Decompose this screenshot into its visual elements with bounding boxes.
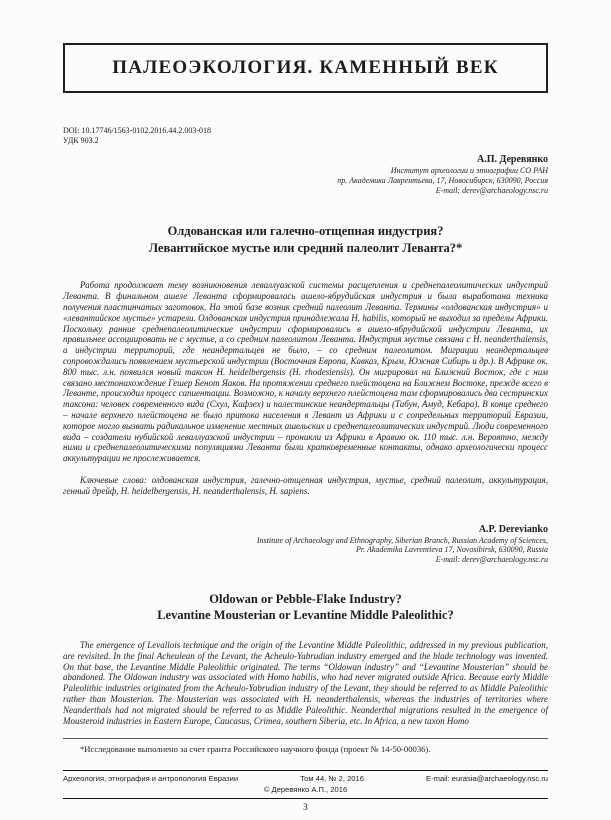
affiliation-line-en: Pr. Akademika Lavrentieva 17, Novosibirsk, 630090, Russia xyxy=(356,545,548,555)
doi-text: DOI: 10.17746/1563-0102.2016.44.2.003-018 xyxy=(63,126,211,135)
page-footer xyxy=(63,770,548,813)
abstract-en: The emergence of Levallois technique and the origin of the Levantine Middle Paleolithic, addressed in my previous publication, are revisited. In the final Acheulean of the Levant, the Acheulo-Yabrudian industry emerged and the blade technology was invented. On that base, the Levantine Middle Paleolithic originated. The terms “Oldowan industry” and “Levantine Mousterian” should be abandoned. The Oldowan industry was associated with Homo habilis, who had never migrated outside Africa. Because early Middle Paleolithic industries originated from the Acheulo-Yabrudian industry of the Levant, they should be referred to as Middle Paleolithic rather than Mousterian. The Mousterian was associated with H. neanderthalensis, whereas the industries of territories where Neanderthals had not migrated should be referred to as Middle Paleolithic. Neanderthal migrations resulted in the emergence of Mousteroid industries in Eastern Europe, Caucasus, Crimea, southern Siberia, etc. In Africa, a new taxon Homo xyxy=(63,639,548,726)
footer-row xyxy=(63,774,548,783)
section-banner-title: ПАЛЕОЭКОЛОГИЯ. КАМЕННЫЙ ВЕК xyxy=(112,57,499,78)
paper-title-en-line: Levantine Mousterian or Levantine Middle Paleolithic? xyxy=(157,608,454,623)
paper-title-ru-line: Левантийское мустье или средний палеолит Леванта?* xyxy=(148,240,463,255)
footnote-separator xyxy=(63,738,548,739)
paper-title-ru-line: Олдованская или галечно-отщепная индустрия? xyxy=(167,224,444,239)
footer-email: E-mail: eurasia@archaeology.nsc.ru xyxy=(426,774,548,783)
keywords-text: олдованская индустрия, галечно-отщепная индустрия, мустье, средний палеолит, аккультурация, генный дрейф, H. heidelbergensis, H. neanderthalensis, H. sapiens. xyxy=(63,474,548,496)
footer-volume-issue: Том 44, № 2, 2016 xyxy=(300,774,364,783)
paper-title-ru xyxy=(63,223,548,256)
footer-journal-title: Археология, этнография и антропология Евразии xyxy=(63,774,239,783)
author-name-ru: А.П. Деревянко xyxy=(476,154,548,165)
author-name-en: A.P. Derevianko xyxy=(478,523,548,535)
abstract-ru: Работа продолжает тему возникновения леваллуазской системы расщепления и среднепалеолитических индустрий Леванта. В финальном ашеле Леванта сформировалась ашело-ябрудийская индустрия и была выработана техника получения пластинчатых заготовок. На этой базе возник средний палеолит Леванта. Термины «олдованская индустрия» и «левантийское мустье» устарели. Олдованская индустрия принадлежала H. habilis, который не выходил за пределы Африки. Поскольку ранние среднепалеолитические индустрии сформировались в ашело-ябрудийской индустрии Леванта, их правильнее ассоциировать не с мустье, а со средним палеолитом Леванта. Индустрия мустье связана с H. neanderthalensis, а индустрии территорий, где неандертальцев не было, – со средним палеолитом. Миграции неандертальцев сопровождались появлением мустьерской индустрии (Восточная Европа, Кавказ, Крым, Южная Сибирь и др.). В Африке ок. 800 тыс. л.н. появился новый таксон H. heidelbergensis (H. rhodesiensis). Он мигрировал на Ближний Восток, где с ним связано местонахождение Гешер Бенот Яаков. На протяжении среднего плейстоцена на Ближнем Востоке, прежде всего в Леванте, происходил процесс сапиентации. Возможно, к началу верхнего плейстоцена там сформировались два сестринских таксона: человек современного вида (Схул, Кафзех) и палестинские неандертальцы (Табун, Амуд, Кебара). В конце среднего – начале верхнего плейстоцена не было притока населения в Левант из Африки и с сопредельных территорий Евразии, которое могло вызвать радикальное изменение местных ашельских и среднепалеолитических индустрий. Люди современного вида – создатели нубийской леваллуазской индустрии – проникли из Африки в Аравию ок. 110 тыс. л.н. Вероятно, между ними и среднепалеолитическими популяциями Леванта были кратковременные контакты, однако археологически процесс аккультурации не прослеживается. xyxy=(63,280,548,464)
footer-copyright: © Деревянко А.П., 2016 xyxy=(263,785,348,794)
affiliation-line-ru: Институт археологии и этнографии СО РАН xyxy=(390,166,548,175)
meta-block xyxy=(63,126,548,146)
affiliation-line-en: Institute of Archaeology and Ethnography, Siberian Branch, Russian Academy of Sciences, xyxy=(256,535,548,545)
footer-rule-top xyxy=(63,770,548,771)
affiliation-line-en: E-mail: derev@archaeology.nsc.ru xyxy=(435,555,548,565)
affiliation-line-ru: E-mail: derev@archaeology.nsc.ru xyxy=(435,185,548,195)
author-block-ru xyxy=(63,153,548,195)
footnote-text: *Исследование выполнено за счет гранта Российского научного фонда (проект № 14-50-00036). xyxy=(80,744,431,754)
udk-text: УДК 903.2 xyxy=(63,136,99,145)
author-block-en xyxy=(63,523,548,565)
section-banner xyxy=(63,43,548,93)
paper-title-en xyxy=(63,591,548,624)
keywords-ru xyxy=(63,475,548,497)
keywords-label: Ключевые слова: xyxy=(80,474,147,485)
affiliation-line-ru: пр. Академика Лаврентьева, 17, Новосибирск, 630090, Россия xyxy=(337,175,548,185)
paper-title-en-line: Oldowan or Pebble-Flake Industry? xyxy=(209,591,402,606)
page-number: 3 xyxy=(303,803,308,813)
footnote-area xyxy=(63,738,548,754)
footer-rule-bottom xyxy=(63,798,548,799)
